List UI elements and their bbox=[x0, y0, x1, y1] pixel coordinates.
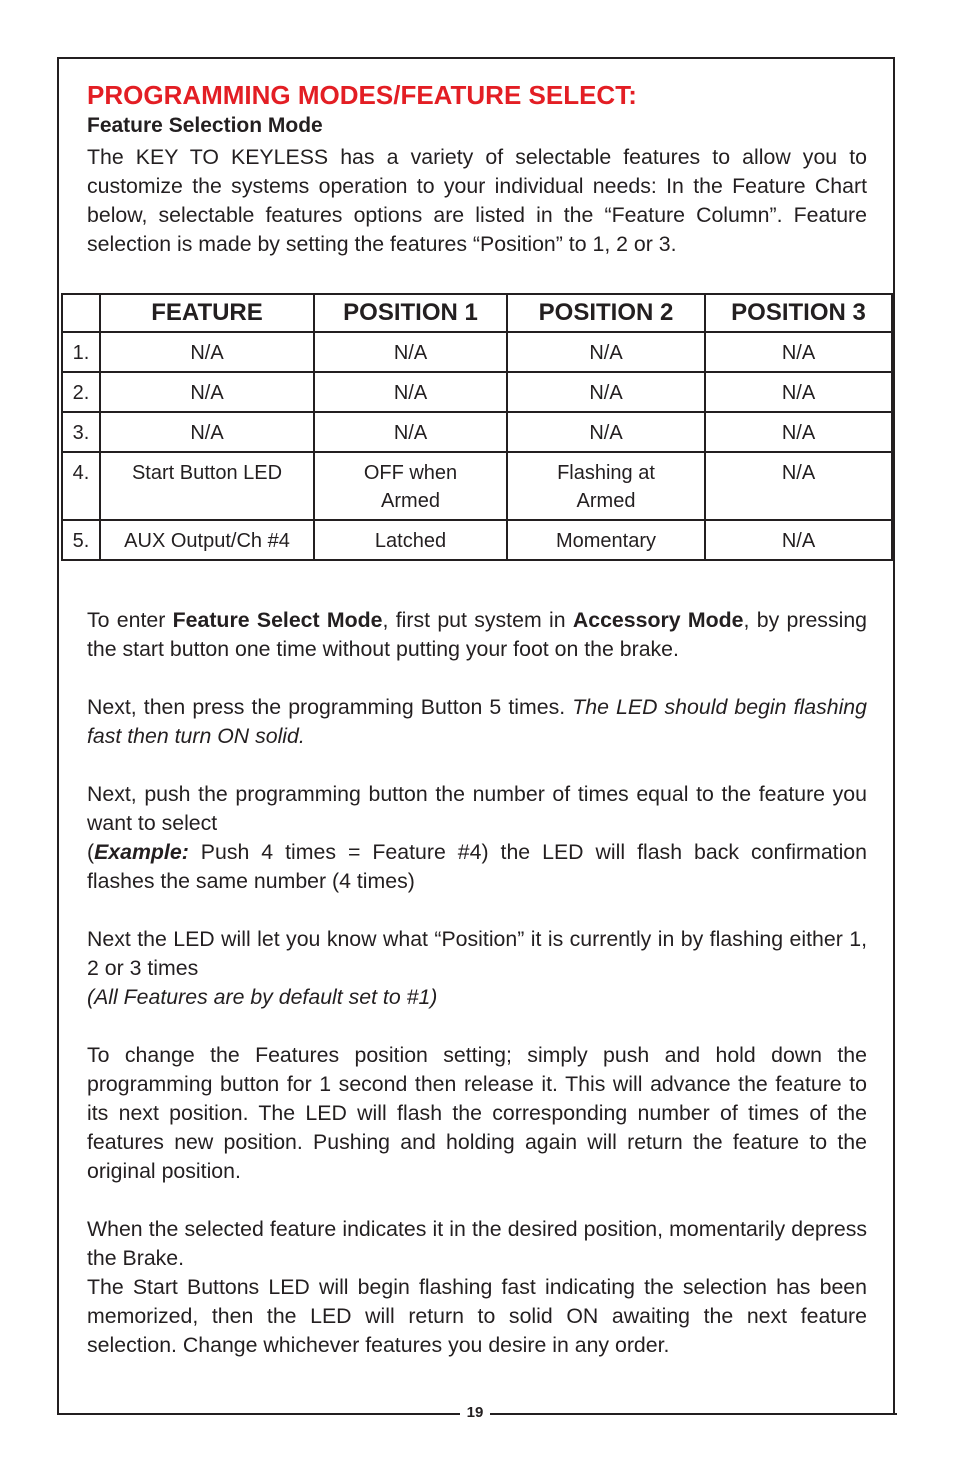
position-2-cell: N/A bbox=[507, 372, 705, 412]
page-number: 19 bbox=[466, 1404, 484, 1421]
text: The Start Buttons LED will begin flashing fast indicating the selection has been memorized, then the LED will return to solid ON awaiting the next feature selection. Change whichever features you desire in any order. bbox=[87, 1275, 867, 1357]
text: ( bbox=[87, 840, 95, 864]
text: , first put system in bbox=[382, 608, 573, 632]
feature-cell: N/A bbox=[100, 412, 314, 452]
paragraph-change-position: To change the Features position setting; simply push and hold down the programming button for 1 second then release it. This will advance the feature to its next position. The LED will flash the corresponding number of times of the features new position. Pushing and holding again will return the feature to the original position. bbox=[87, 1043, 867, 1183]
table-row bbox=[62, 332, 892, 372]
text: When the selected feature indicates it in the desired position, momentarily depress the Brake. bbox=[87, 1217, 867, 1270]
row-number: 2. bbox=[62, 372, 100, 412]
feature-cell: N/A bbox=[100, 372, 314, 412]
text: To enter bbox=[87, 608, 173, 632]
row-number: 5. bbox=[62, 520, 100, 560]
feature-cell: Start Button LED bbox=[100, 452, 314, 520]
page-title: PROGRAMMING MODES/FEATURE SELECT: bbox=[87, 80, 637, 110]
feature-cell: N/A bbox=[100, 332, 314, 372]
table-row bbox=[62, 372, 892, 412]
row-number: 3. bbox=[62, 412, 100, 452]
text: Next, then press the programming Button 5 times. bbox=[87, 695, 573, 719]
position-1-cell: OFF when Armed bbox=[314, 452, 507, 520]
table-row bbox=[62, 520, 892, 560]
position-3-cell: N/A bbox=[705, 520, 892, 560]
text: Push 4 times = Feature #4) the LED will flash back confirmation flashes the same number (4 times) bbox=[87, 840, 867, 893]
position-3-cell: N/A bbox=[705, 412, 892, 452]
position-1-cell: N/A bbox=[314, 412, 507, 452]
row-number: 1. bbox=[62, 332, 100, 372]
header-index bbox=[62, 294, 100, 332]
position-1-cell: N/A bbox=[314, 372, 507, 412]
bottom-rule-right bbox=[490, 1413, 897, 1415]
default-note: (All Features are by default set to #1) bbox=[87, 985, 438, 1009]
header-position-1: POSITION 1 bbox=[314, 294, 507, 332]
position-2-cell: Flashing at Armed bbox=[507, 452, 705, 520]
position-1-cell: N/A bbox=[314, 332, 507, 372]
position-2-cell: N/A bbox=[507, 332, 705, 372]
paragraph-memorize bbox=[87, 1215, 867, 1360]
intro-paragraph: The KEY TO KEYLESS has a variety of selectable features to allow you to customize the systems operation to your individual needs: In the Feature Chart below, selectable features options are listed in the “Feature Column”. Feature selection is made by setting the features “Position” to 1, 2 or 3. bbox=[87, 145, 867, 256]
position-3-cell: N/A bbox=[705, 372, 892, 412]
term-accessory-mode: Accessory Mode bbox=[572, 608, 744, 632]
position-2-cell: N/A bbox=[507, 412, 705, 452]
text: , by pressing the start button one time without putting your foot on the brake. bbox=[87, 608, 868, 661]
text: Next the LED will let you know what “Position” it is currently in by flashing either 1, 2 or 3 times bbox=[87, 927, 867, 980]
header-feature: FEATURE bbox=[100, 294, 314, 332]
table-header-row bbox=[62, 294, 892, 332]
led-note: The LED should begin flashing fast then turn ON solid. bbox=[87, 695, 867, 748]
table-row bbox=[62, 452, 892, 520]
section-subtitle: Feature Selection Mode bbox=[87, 114, 323, 137]
text: Next, push the programming button the number of times equal to the feature you want to select bbox=[87, 782, 867, 835]
term-feature-select-mode: Feature Select Mode bbox=[172, 608, 383, 632]
position-1-cell: Latched bbox=[314, 520, 507, 560]
position-3-cell: N/A bbox=[705, 332, 892, 372]
feature-cell: AUX Output/Ch #4 bbox=[100, 520, 314, 560]
row-number: 4. bbox=[62, 452, 100, 520]
position-3-cell: N/A bbox=[705, 452, 892, 520]
header-position-3: POSITION 3 bbox=[705, 294, 892, 332]
position-2-cell: Momentary bbox=[507, 520, 705, 560]
paragraph-select-feature bbox=[87, 780, 867, 896]
table-row bbox=[62, 412, 892, 452]
feature-table bbox=[61, 293, 893, 561]
example-label: Example: bbox=[94, 840, 189, 864]
bottom-rule-left bbox=[57, 1413, 460, 1415]
paragraph-press-button bbox=[87, 693, 867, 751]
header-position-2: POSITION 2 bbox=[507, 294, 705, 332]
paragraph-enter-mode bbox=[87, 606, 867, 664]
instructions bbox=[87, 606, 867, 1360]
paragraph-position-indicator bbox=[87, 925, 867, 1012]
